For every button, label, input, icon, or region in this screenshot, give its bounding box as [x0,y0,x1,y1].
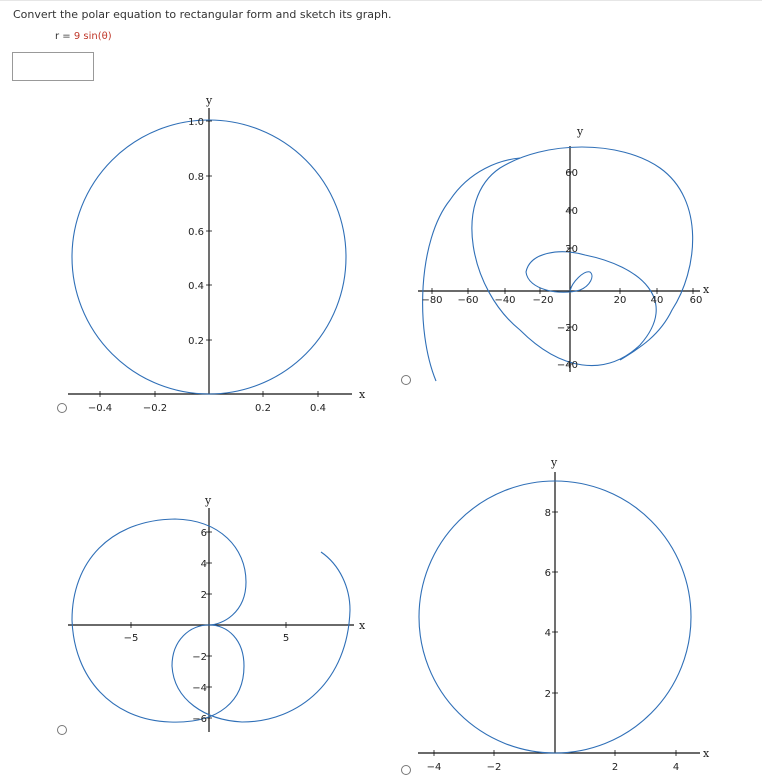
x-tick-label: −2 [486,762,502,773]
x-tick-label: −4 [426,762,442,773]
y-tick-label: 4 [200,559,207,570]
y-tick-label: 6 [200,528,207,539]
graph-option-2[interactable] [418,125,710,381]
y-tick-label: 0.2 [188,336,204,347]
y-tick-label: 1.0 [188,117,204,128]
y-axis-label: y [206,94,213,107]
x-axis-label: x [703,283,710,296]
equation-lhs: r = [55,31,71,42]
x-tick-label: −20 [532,295,554,306]
y-axis-label: y [577,125,584,138]
x-tick-label: 0.2 [255,403,271,414]
y-tick-label: −2 [192,652,207,663]
y-tick-label: 8 [544,508,551,519]
y-tick-label: −4 [192,683,207,694]
graph-option-4[interactable] [418,456,710,773]
question-prompt: Convert the polar equation to rectangular form and sketch its graph. [13,8,392,21]
curve-tail [423,158,520,381]
y-tick-label: −6 [192,714,207,725]
x-tick-label: 5 [282,633,290,644]
y-tick-label: −20 [556,323,578,334]
y-tick-label: 4 [544,628,551,639]
y-tick-label: 0.4 [188,281,204,292]
x-axis-label: x [359,619,366,632]
x-tick-label: 0.4 [310,403,326,414]
y-tick-label: 0.6 [188,227,204,238]
option-3-radio[interactable] [57,725,67,735]
option-2-radio[interactable] [401,375,411,385]
x-tick-label: 2 [611,762,619,773]
y-axis-label: y [551,456,558,469]
x-axis-label: x [703,747,710,760]
y-tick-label: 20 [565,244,578,255]
x-tick-label: −40 [494,295,516,306]
y-tick-label: 40 [565,206,578,217]
x-tick-label: −60 [457,295,479,306]
x-tick-label: 60 [689,295,703,306]
x-tick-label: −5 [123,633,139,644]
y-tick-label: 6 [544,568,551,579]
x-tick-label: −0.4 [87,403,113,414]
x-tick-label: 20 [613,295,627,306]
graph-option-3[interactable] [68,494,366,732]
x-tick-label: 40 [650,295,664,306]
y-tick-label: −40 [556,360,578,371]
graph-option-1[interactable] [68,94,366,414]
y-tick-label: 2 [544,689,551,700]
y-tick-label: 60 [565,168,578,179]
curve [72,519,350,722]
x-tick-label: −0.2 [142,403,168,414]
equation-rhs: 9 sin(θ) [73,31,112,42]
option-4-radio[interactable] [401,765,411,775]
option-1-radio[interactable] [57,403,67,413]
x-tick-label: 4 [672,762,680,773]
x-axis-label: x [359,388,366,401]
y-axis-label: y [205,494,212,507]
y-tick-label: 0.8 [188,172,204,183]
curve [472,147,693,366]
x-tick-label: −80 [421,295,443,306]
y-tick-label: 2 [200,590,207,601]
